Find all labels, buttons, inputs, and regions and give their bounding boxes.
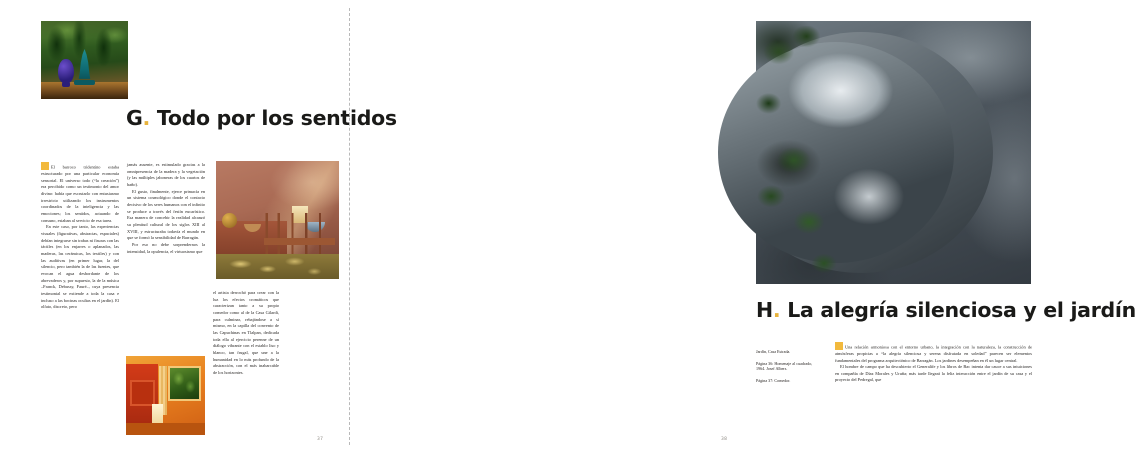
paragraph-marker-square [41,162,49,170]
wall-shelf [130,380,155,406]
paragraph: Por eso no debe sorprendernos la intensidad, la opulencia, el virtuosismo que [127,241,205,254]
right-page [349,0,1136,453]
stone-basin-reflection-photo [756,21,1031,284]
photo-caption-block [756,349,816,389]
chapter-h-title: La alegría silenciosa y el jardín [787,298,1136,322]
blue-glass-vessel [58,59,74,83]
paragraph [41,162,119,224]
paragraph: En este caso, por tanto, las experiencias visuales (figurativas, abstractas, espaciales) debían integrarse sin trabas ni fisuras con las táctiles (en los enjarres o aplanados, las maderas, las cerámicas, los textiles) y con las auditivas (en primer lugar, la del silencio, pero también la de las fuentes, que evocan el agua desbordante de los abrevaderos y, por supuesto, la de la música –Franck, Debussy, Fauré–, cuya presencia testimonial se extiende a toda la casa e incluso a las bocinas ocultas en el jardín). El olfato, discreto, pero [41,224,119,310]
left-page [0,0,397,453]
chapter-h-letter: H [756,298,773,322]
sunlit-floor [216,254,339,279]
folio-left: 37 [317,437,324,442]
paragraph-text: El barroco tridentino estaba estructurado por una particular economía sensorial. El universo todo (“la creación”) era percibido como un testimonio del amor divino: había que escrutarlo con entusiasmo irrestricto utilizando los instrumentos coordinados de la inteligencia y las emociones; los sentidos, actuando de consuno, estaban al servicio de esa tarea. [41,164,119,223]
caption-line: Página 36: Homenaje al cuadrado, 1964. Josef Albers. [756,360,813,372]
ivy-leaves [751,26,878,284]
body-column-two [127,162,205,255]
chair-seats [264,238,335,245]
floor-lamp [152,404,163,425]
orange-interior-window-photo [126,356,205,435]
body-column-three [213,290,279,377]
paragraph-marker-square [835,342,843,350]
floor [126,423,205,435]
garden-window [168,366,201,401]
paragraph: el artista derrochó para crear con la luz los efectos cromáticos que caracterizan tanto a su propio comedor como al de la Casa Gilardi, para culminar, rebajándose a sí mismo, en la capilla del convento de las Capuchinas en Tlalpan, dedicada toda ella al ejercicio perenne de un diálogo vibrante con el establo liso y blanco, tan frugal, que une a la humanidad en lo más profundo de la abstracción, con el más inabarcable de los horizontes. [213,290,279,375]
body-column-four [835,342,1032,384]
chapter-g-dot: . [142,106,151,130]
chapter-g-title: Todo por los sentidos [156,106,397,130]
chapter-h-dot: . [772,298,781,322]
glass-vessels-garden-photo [41,21,128,99]
caption-line: Página 37: Comedor. [756,377,791,383]
paragraph: El gusto, finalmente, ejerce primacía en un sistema cosmológico donde el contacto decisivo de los seres humanos con el infinito se produce a través del festín eucarístico. Esa manera de concebir la realidad alcanzó su plenitud cultural de los siglos XIII al XVIII, y estructuraba todavía el mundo en que se formó la sensibilidad de Barragán. [127,188,205,241]
paragraph: El hombre de campo que ha descubierto el Generalife y los libros de Bac intenta dar cauce a sus intuiciones en compañía de Díaz Morales y Uruña; más tarde llegará la feliz interacción entre el jardín de su casa y el proyecto del Pedregal, que [835,364,1032,383]
paragraph [835,342,1032,364]
turquoise-vessel-base [74,80,95,85]
chapter-g-letter: G [126,106,143,130]
body-column-one [41,162,119,311]
gold-sphere [222,213,237,228]
warm-interior-dining-photo [216,161,339,279]
chapter-h-heading [756,298,1136,322]
folio-right: 38 [721,437,728,442]
caption-line: Jardín, Casa Estrada. [756,349,791,354]
paragraph-text: Una relación armoniosa con el entorno urbano, la integración con la naturaleza, la construcción de atmósferas propicias a “la alegría silenciosa y serena disfrutada en soledad” parecen ser elementos fundamentales del programa arquitectónico de Barragán. Los jardines desempeñan en él un lugar central. [835,344,1032,363]
paragraph: jamás ausente, es estimulado gracias a la omnipresencia de la madera y la vegetación (y las múltiples jaboneras de los cuartos de baño). [127,162,205,187]
